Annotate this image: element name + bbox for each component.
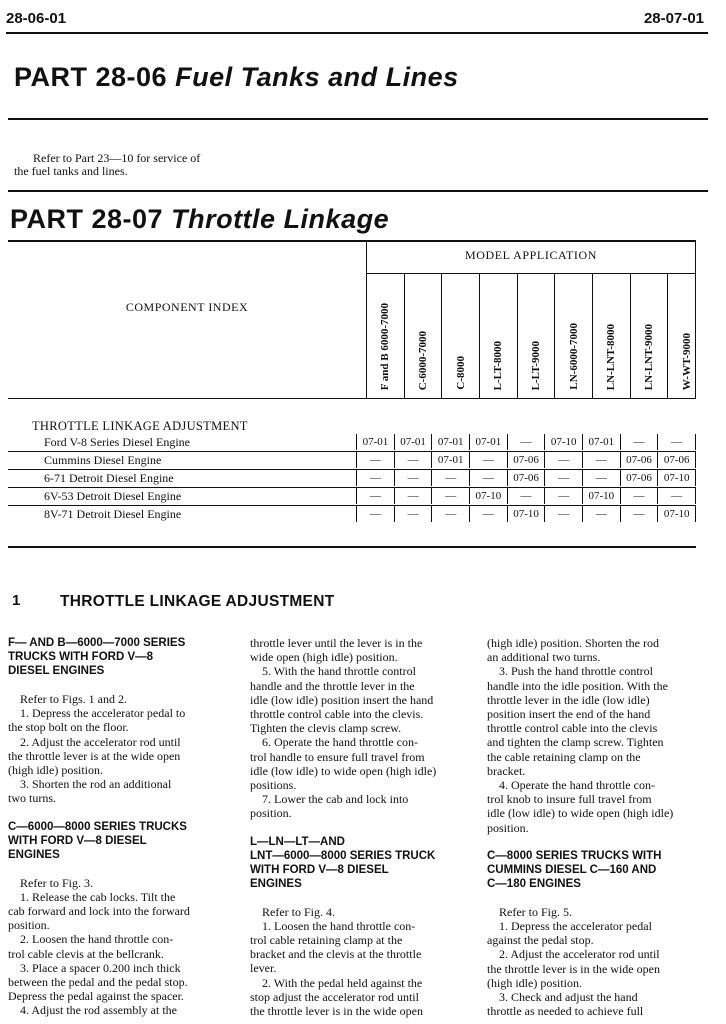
body-text-line: wide open (high idle) position.: [250, 650, 398, 665]
table-row-label: Cummins Diesel Engine: [44, 453, 162, 467]
body-text-line: between the pedal and the pedal stop.: [8, 975, 188, 990]
body-text-line: handle and the throttle lever in the: [250, 678, 415, 693]
model-column-header: [479, 274, 517, 398]
table-row-label: 8V-71 Detroit Diesel Engine: [44, 507, 182, 521]
model-column-header: [517, 274, 555, 398]
body-text-line: an additional two turns.: [487, 650, 601, 665]
table-cell: —: [507, 488, 545, 504]
table-cell: —: [657, 434, 696, 450]
table-row: [8, 434, 696, 452]
body-text-line: cab forward and lock into the forward: [8, 904, 190, 919]
paragraph-gap: [8, 678, 230, 692]
model-column-header: [630, 274, 668, 398]
body-text-line: 3. Shorten the rod an additional: [20, 777, 172, 792]
subsection-heading: C—6000—8000 SERIES TRUCKS: [8, 820, 187, 833]
body-text-line: position.: [250, 806, 292, 821]
table-cell: 07-06: [620, 470, 658, 486]
model-columns-header: [366, 274, 696, 398]
table-cell: 07-10: [507, 506, 545, 522]
paragraph-gap: [8, 862, 230, 876]
table-row-label: 6V-53 Detroit Diesel Engine: [44, 489, 182, 503]
table-cell: 07-01: [394, 434, 432, 450]
part-rule: [8, 118, 708, 120]
table-cell: 07-06: [507, 452, 545, 468]
body-text-line: 2. Adjust the accelerator rod until: [20, 734, 181, 749]
body-text-line: the throttle lever is at the wide open: [8, 748, 181, 763]
body-text-line: 3. Push the hand throttle control: [499, 664, 653, 679]
table-cell: 07-10: [657, 470, 696, 486]
table-cell: —: [431, 470, 469, 486]
subsection-heading: LNT—6000—8000 SERIES TRUCK: [250, 849, 436, 862]
body-text-line: Depress the pedal against the spacer.: [8, 989, 184, 1004]
table-cell: —: [394, 506, 432, 522]
table-section-label: THROTTLE LINKAGE ADJUSTMENT: [32, 419, 248, 433]
table-cell: —: [620, 488, 658, 504]
table-cell: —: [394, 488, 432, 504]
table-cell: —: [431, 488, 469, 504]
body-text-line: 7. Lower the cab and lock into: [262, 792, 409, 807]
body-text-line: throttle lever until the lever is in the: [250, 636, 423, 650]
body-text-line: 1. Loosen the hand throttle con-: [262, 918, 416, 933]
part-28-06-title: [14, 62, 459, 93]
paragraph-gap: [487, 835, 699, 849]
body-text-line: 1. Depress the accelerator pedal: [499, 919, 652, 934]
paragraph-gap: [8, 806, 230, 820]
table-row: [8, 470, 696, 488]
subsection-heading: C—8000 SERIES TRUCKS WITH: [487, 849, 662, 862]
body-text-line: against the pedal stop.: [487, 933, 594, 948]
table-cell: —: [620, 506, 658, 522]
body-text-line: throttle control cable into the clevis.: [250, 707, 424, 722]
table-cell: 07-01: [431, 434, 469, 450]
table-cell: —: [657, 488, 696, 504]
table-cell: 07-01: [356, 434, 394, 450]
section-title: THROTTLE LINKAGE ADJUSTMENT: [60, 593, 335, 610]
body-text-line: 6. Operate the hand throttle con-: [262, 735, 418, 750]
body-text-line: 2. With the pedal held against the: [262, 975, 423, 990]
body-text-line: 1. Release the cab locks. Tilt the: [20, 889, 176, 904]
body-text-line: 4. Adjust the rod assembly at the: [20, 1003, 177, 1018]
paragraph-gap: [487, 891, 699, 905]
body-text-line: stop adjust the accelerator rod until: [250, 989, 419, 1004]
table-cell: —: [356, 452, 394, 468]
body-text-line: bracket.: [487, 763, 526, 778]
body-text-line: trol cable retaining clamp at the: [250, 933, 403, 948]
body-text-line: trol cable clevis at the bellcrank.: [8, 946, 164, 961]
body-text-line: trol handle to ensure full travel from: [250, 749, 425, 764]
body-text-line: idle (low idle) to wide open (high idle): [487, 806, 674, 821]
body-text-line: bracket and the clevis at the throttle: [250, 947, 422, 962]
model-column-header: [404, 274, 442, 398]
table-cell: —: [469, 506, 507, 522]
body-text-line: trol knob to insure full travel from: [487, 792, 652, 807]
subsection-heading: C—180 ENGINES: [487, 877, 581, 890]
subsection-heading: ENGINES: [250, 877, 302, 890]
model-column-header: [667, 274, 705, 398]
subsection-heading: WITH FORD V—8 DIESEL: [250, 863, 389, 876]
body-text-line: two turns.: [8, 791, 56, 806]
body-text-line: throttle as needed to achieve full: [487, 1004, 644, 1019]
table-cell: —: [469, 452, 507, 468]
body-text-line: handle into the idle position. With the: [487, 678, 668, 693]
table-cell: 07-01: [582, 434, 620, 450]
table-cell: —: [582, 452, 620, 468]
table-body: [8, 434, 696, 523]
table-cell: —: [507, 434, 545, 450]
table-row-label: Ford V-8 Series Diesel Engine: [44, 435, 190, 449]
body-text-line: position.: [487, 820, 529, 835]
model-column-header: [592, 274, 630, 398]
model-column-header: [366, 274, 404, 398]
model-column-label: F and B 6000-7000: [379, 302, 392, 390]
part1-line1: Refer to Part 23—10 for service of: [33, 151, 201, 165]
body-text-line: 2. Loosen the hand throttle con-: [20, 932, 174, 947]
model-column-label: L-LT-8000: [492, 340, 505, 390]
table-cell: —: [356, 470, 394, 486]
body-text-line: Refer to Fig. 3.: [20, 875, 93, 890]
subsection-heading: L—LN—LT—AND: [250, 835, 345, 848]
table-cell: —: [394, 470, 432, 486]
section-number: 1: [12, 592, 21, 609]
model-column-label: LN-6000-7000: [567, 323, 580, 390]
table-cell: —: [394, 452, 432, 468]
component-index-header: COMPONENT INDEX: [125, 300, 249, 314]
model-column-header: [441, 274, 479, 398]
header-rule: [6, 32, 708, 34]
body-text-line: the stop bolt on the floor.: [8, 720, 129, 735]
part-name: Throttle Linkage: [171, 204, 390, 234]
part-name: Fuel Tanks and Lines: [175, 62, 459, 92]
model-column-label: C-6000-7000: [416, 330, 429, 390]
body-text-line: 1. Depress the accelerator pedal to: [20, 706, 186, 721]
body-text-line: the cable retaining clamp on the: [487, 749, 641, 764]
table-cell: —: [544, 506, 582, 522]
body-text-line: the throttle lever is in the wide open: [250, 1004, 423, 1019]
body-text-line: idle (low idle) to wide open (high idle): [250, 763, 437, 778]
table-row: [8, 488, 696, 506]
body-text-line: and tighten the clamp screw. Tighten: [487, 735, 664, 750]
model-column-label: L-LT-9000: [529, 340, 542, 390]
body-text-line: 3. Check and adjust the hand: [499, 990, 638, 1005]
model-column-label: W-WT-9000: [680, 332, 693, 390]
body-text-line: 5. With the hand throttle control: [262, 664, 416, 679]
subsection-heading: WITH FORD V—8 DIESEL: [8, 834, 147, 847]
body-text-line: Refer to Fig. 5.: [499, 904, 572, 919]
subsection-heading: ENGINES: [8, 848, 60, 861]
table-cell: —: [431, 506, 469, 522]
body-text-line: (high idle) position.: [487, 975, 582, 990]
body-text-line: (high idle) position. Shorten the rod: [487, 636, 659, 650]
table-cell: —: [356, 506, 394, 522]
paragraph-gap: [250, 821, 460, 835]
table-cell: —: [356, 488, 394, 504]
part-number: PART 28-06: [14, 62, 168, 92]
table-cell: —: [544, 452, 582, 468]
table-cell: 07-06: [657, 452, 696, 468]
table-cell: 07-01: [431, 452, 469, 468]
table-cell: —: [620, 434, 658, 450]
body-text-line: Refer to Fig. 4.: [262, 904, 335, 919]
part-rule: [8, 190, 708, 192]
page-number-left: 28-06-01: [6, 10, 67, 27]
body-text-line: (high idle) position.: [8, 763, 103, 778]
body-text-line: position.: [8, 918, 50, 933]
table-cell: —: [582, 470, 620, 486]
subsection-heading: CUMMINS DIESEL C—160 AND: [487, 863, 657, 876]
table-header-rule: [8, 398, 696, 399]
table-cell: —: [544, 470, 582, 486]
body-text-line: Tighten the clevis clamp screw.: [250, 721, 402, 736]
table-cell: 07-06: [620, 452, 658, 468]
body-text-line: the throttle lever is in the wide open: [487, 961, 660, 976]
table-cell: —: [544, 488, 582, 504]
table-bottom-rule: [8, 546, 696, 548]
model-column-label: LN-LNT-8000: [605, 323, 618, 390]
text-column-2: [250, 636, 460, 1018]
part-number: PART 28-07: [10, 204, 164, 234]
table-cell: —: [582, 506, 620, 522]
table-cell: 07-01: [469, 434, 507, 450]
subsection-heading: F— AND B—6000—7000 SERIES: [8, 637, 186, 649]
table-row: [8, 452, 696, 470]
model-application-header: MODEL APPLICATION: [366, 240, 696, 274]
page-number-right: 28-07-01: [643, 10, 704, 27]
table-cell: 07-10: [657, 506, 696, 522]
table-cell: 07-10: [544, 434, 582, 450]
body-text-line: throttle lever in the idle (low idle): [487, 692, 650, 707]
part-28-07-title: [10, 204, 389, 235]
body-text-line: position insert the end of the hand: [487, 707, 651, 722]
table-cell: 07-10: [582, 488, 620, 504]
body-text-line: 3. Place a spacer 0.200 inch thick: [20, 960, 181, 975]
body-text-line: lever.: [250, 961, 277, 976]
text-column-1: [8, 636, 230, 1018]
paragraph-gap: [250, 891, 460, 905]
body-text-line: Refer to Figs. 1 and 2.: [20, 692, 127, 706]
model-column-header: [554, 274, 592, 398]
body-text-line: 2. Adjust the accelerator rod until: [499, 947, 660, 962]
body-text-line: 4. Operate the hand throttle con-: [499, 778, 655, 793]
model-column-label: C-8000: [454, 356, 467, 390]
table-row: [8, 506, 696, 523]
table-cell: 07-10: [469, 488, 507, 504]
table-cell: —: [469, 470, 507, 486]
subsection-heading: TRUCKS WITH FORD V—8: [8, 651, 154, 663]
body-text-line: throttle control cable into the clevis: [487, 721, 658, 736]
table-row-label: 6-71 Detroit Diesel Engine: [44, 471, 174, 485]
text-column-3: [487, 636, 699, 1018]
body-text-line: positions.: [250, 778, 297, 793]
subsection-heading: DIESEL ENGINES: [8, 665, 105, 677]
model-column-label: LN-LNT-9000: [642, 323, 655, 390]
body-text-line: idle (low idle) position insert the hand: [250, 692, 434, 707]
part1-line2: the fuel tanks and lines.: [14, 164, 128, 178]
table-cell: 07-06: [507, 470, 545, 486]
